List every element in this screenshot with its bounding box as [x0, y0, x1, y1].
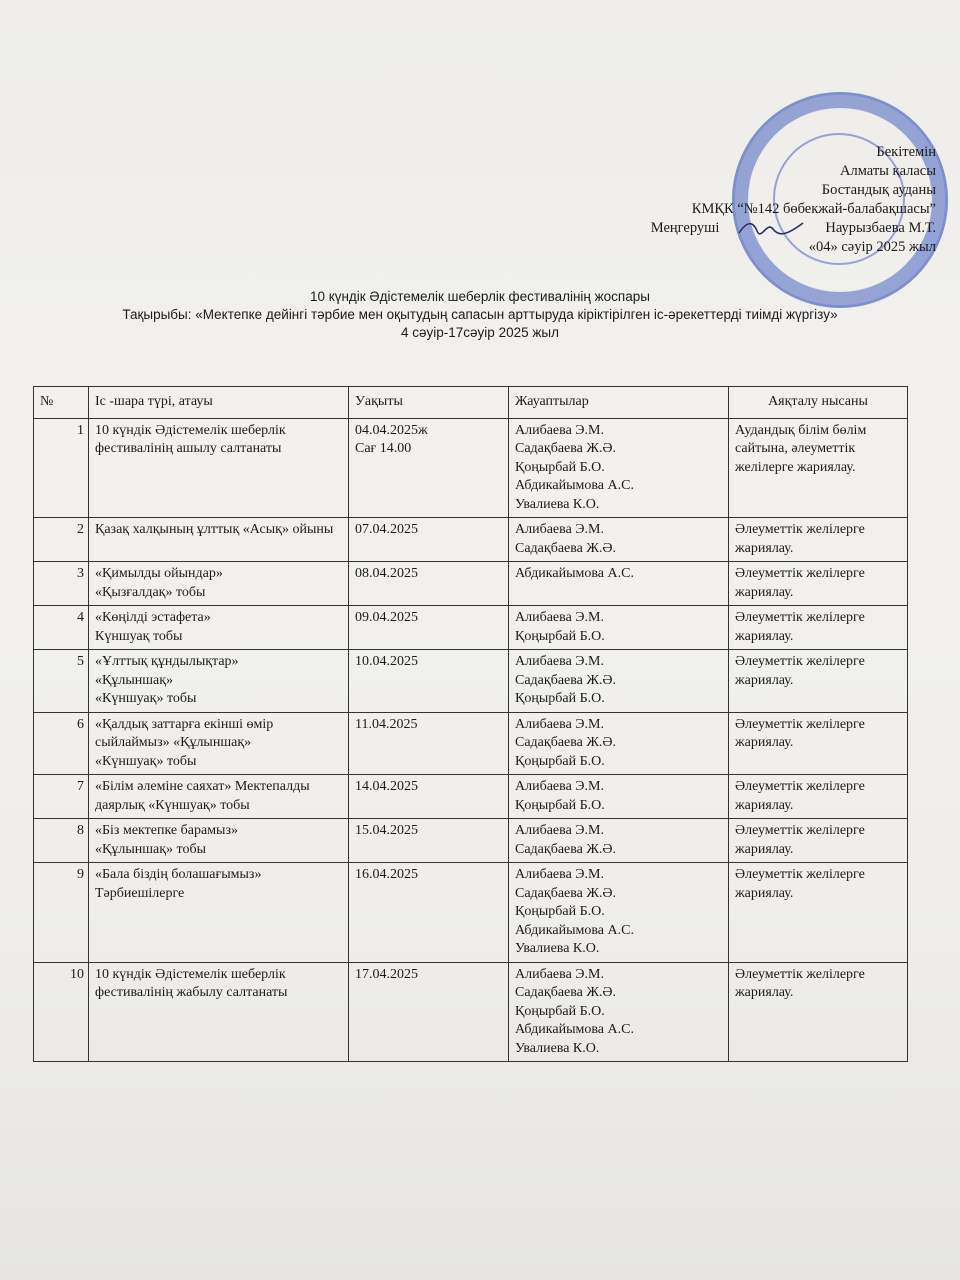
responsible-person: Қоңырбай Б.О. [515, 904, 605, 919]
responsible-person: Қоңырбай Б.О. [515, 628, 605, 644]
approval-date: «04» сәуір 2025 жыл [808, 239, 936, 255]
row-responsible [509, 518, 729, 562]
row-number: 1 [34, 418, 89, 518]
signature [737, 219, 807, 237]
row-event: «Қалдық заттарға екінші өмір сыйлаймыз» «Құлыншақ» «Күншуақ» тобы [89, 712, 349, 775]
events-table [33, 386, 908, 1062]
row-result: Әлеуметтік желілерге жариялау. [729, 863, 908, 963]
row-time: 08.04.2025 [349, 562, 509, 606]
responsible-person: Абдикайымова А.С. [515, 1022, 634, 1037]
responsible-person: Қоңырбай Б.О. [515, 753, 605, 769]
row-number: 9 [34, 863, 89, 963]
responsible-person: Қоңырбай Б.О. [515, 691, 605, 706]
approval-line-3: Бостандық ауданы [821, 182, 936, 198]
row-event: «Білім әлеміне саяхат» Мектепалды даярлық «Күншуақ» тобы [89, 775, 349, 819]
row-result: Әлеуметтік желілерге жариялау. [729, 562, 908, 606]
row-number: 8 [34, 819, 89, 863]
row-responsible [509, 650, 729, 713]
approval-line-4: КМҚК “№142 бөбекжай-балабақшасы” [691, 201, 936, 217]
responsible-person: Садақбаева Ж.Ә. [515, 735, 617, 750]
row-time: 04.04.2025ж Сағ 14.00 [349, 418, 509, 518]
row-time: 07.04.2025 [349, 518, 509, 562]
row-time: 15.04.2025 [349, 819, 509, 863]
row-time: 10.04.2025 [349, 650, 509, 713]
responsible-person: Садақбаева Ж.Ә. [515, 441, 617, 456]
table-header-row [34, 387, 908, 419]
row-event: «Бала біздің болашағымыз» Тәрбиешілерге [89, 863, 349, 963]
approval-line-1: Бекітемін [876, 144, 936, 160]
row-time: 17.04.2025 [349, 962, 509, 1062]
plan-title: 10 күндік Әдістемелік шеберлік фестивалінің жоспары [310, 289, 650, 304]
table-row [34, 418, 908, 518]
header-responsible: Жауаптылар [509, 387, 729, 419]
row-result: Әлеуметтік желілерге жариялау. [729, 819, 908, 863]
responsible-person: Садақбаева Ж.Ә. [515, 985, 617, 1000]
table-row [34, 962, 908, 1062]
responsible-person: Увалиева К.О. [515, 1040, 600, 1056]
table-row [34, 863, 908, 963]
row-responsible [509, 962, 729, 1062]
header-result: Аяқталу нысаны [729, 387, 908, 419]
row-responsible [509, 562, 729, 606]
responsible-person: Абдикайымова А.С. [515, 478, 634, 493]
row-event: «Біз мектепке барамыз» «Құлыншақ» тобы [89, 819, 349, 863]
table-row [34, 606, 908, 650]
row-responsible [509, 418, 729, 518]
responsible-person: Садақбаева Ж.Ә. [515, 540, 617, 556]
row-responsible [509, 819, 729, 863]
row-event: «Көңілді эстафета» Күншуақ тобы [89, 606, 349, 650]
row-result: Аудандық білім бөлім сайтына, әлеуметтік желілерге жариялау. [729, 418, 908, 518]
row-time: 16.04.2025 [349, 863, 509, 963]
table-row [34, 712, 908, 775]
row-result: Әлеуметтік желілерге жариялау. [729, 712, 908, 775]
responsible-person: Алибаева Э.М. [515, 422, 604, 438]
row-time: 11.04.2025 [349, 712, 509, 775]
row-result: Әлеуметтік желілерге жариялау. [729, 775, 908, 819]
row-number: 5 [34, 650, 89, 713]
responsible-person: Қоңырбай Б.О. [515, 1003, 605, 1019]
responsible-person: Абдикайымова А.С. [515, 922, 634, 938]
approval-role: Меңгеруші [650, 220, 720, 236]
row-responsible [509, 712, 729, 775]
approval-line-2: Алматы қаласы [839, 163, 936, 179]
responsible-person: Қоңырбай Б.О. [515, 797, 605, 813]
responsible-person: Алибаева Э.М. [515, 610, 604, 625]
row-event: «Қимылды ойындар» «Қызғалдақ» тобы [89, 562, 349, 606]
table-row [34, 518, 908, 562]
row-number: 4 [34, 606, 89, 650]
responsible-person: Садақбаева Ж.Ә. [515, 841, 617, 857]
row-time: 09.04.2025 [349, 606, 509, 650]
row-number: 7 [34, 775, 89, 819]
row-event: 10 күндік Әдістемелік шеберлік фестивалінің ашылу салтанаты [89, 418, 349, 518]
row-result: Әлеуметтік желілерге жариялау. [729, 518, 908, 562]
row-number: 3 [34, 562, 89, 606]
table-row [34, 819, 908, 863]
responsible-person: Абдикайымова А.С. [515, 566, 634, 581]
table-row [34, 775, 908, 819]
header-event: Іс -шара түрі, атауы [89, 387, 349, 419]
header-time: Уақыты [349, 387, 509, 419]
row-responsible [509, 863, 729, 963]
row-event: Қазақ халқының ұлттық «Асық» ойыны [89, 518, 349, 562]
responsible-person: Садақбаева Ж.Ә. [515, 672, 617, 688]
approval-signature-row [516, 219, 936, 238]
plan-dates: 4 сәуір-17сәуір 2025 жыл [401, 325, 559, 340]
plan-topic: Тақырыбы: «Мектепке дейінгі тәрбие мен оқытудың сапасын арттыруда кіріктірілген іс-әрекеттерді тиімді жүргізу» [122, 307, 838, 322]
responsible-person: Алибаева Э.М. [515, 522, 604, 537]
row-responsible [509, 606, 729, 650]
row-number: 2 [34, 518, 89, 562]
responsible-person: Садақбаева Ж.Ә. [515, 885, 617, 901]
responsible-person: Алибаева Э.М. [515, 716, 604, 732]
table-row [34, 562, 908, 606]
row-result: Әлеуметтік желілерге жариялау. [729, 606, 908, 650]
responsible-person: Увалиева К.О. [515, 941, 600, 956]
header-number: № [34, 387, 89, 419]
responsible-person: Алибаева Э.М. [515, 654, 604, 669]
approval-name: Наурызбаева М.Т. [825, 220, 936, 236]
row-responsible [509, 775, 729, 819]
responsible-person: Қоңырбай Б.О. [515, 459, 605, 475]
row-time: 14.04.2025 [349, 775, 509, 819]
row-result: Әлеуметтік желілерге жариялау. [729, 650, 908, 713]
row-event: «Ұлттық құндылықтар» «Құлыншақ» «Күншуақ» тобы [89, 650, 349, 713]
responsible-person: Алибаева Э.М. [515, 966, 604, 982]
responsible-person: Алибаева Э.М. [515, 779, 604, 794]
approval-block [516, 143, 936, 257]
row-event: 10 күндік Әдістемелік шеберлік фестивалінің жабылу салтанаты [89, 962, 349, 1062]
row-number: 10 [34, 962, 89, 1062]
responsible-person: Алибаева Э.М. [515, 823, 604, 838]
responsible-person: Алибаева Э.М. [515, 867, 604, 882]
table-row [34, 650, 908, 713]
responsible-person: Увалиева К.О. [515, 496, 600, 512]
row-result: Әлеуметтік желілерге жариялау. [729, 962, 908, 1062]
row-number: 6 [34, 712, 89, 775]
